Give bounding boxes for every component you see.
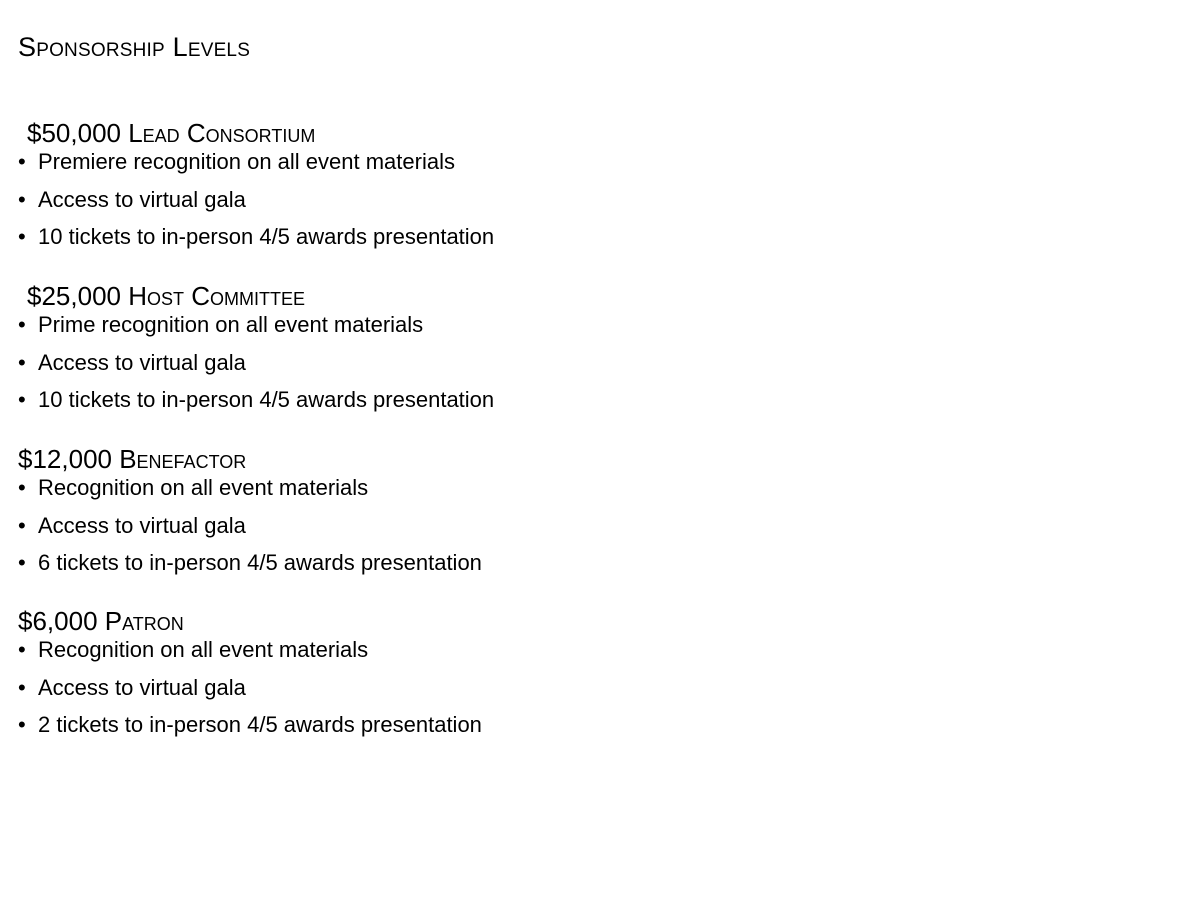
benefit-text: 10 tickets to in-person 4/5 awards presentation	[38, 387, 495, 412]
bullet-icon: •	[18, 387, 26, 412]
page-title: Sponsorship Levels	[18, 32, 251, 62]
benefit-item	[18, 552, 1118, 590]
bullet-icon: •	[18, 475, 26, 500]
tier-host-committee	[18, 283, 1118, 427]
tier-patron	[18, 608, 1118, 752]
benefit-item	[18, 151, 1118, 189]
bullet-icon: •	[18, 674, 26, 700]
bullet-icon: •	[18, 186, 26, 212]
benefit-text: Recognition on all event materials	[38, 475, 369, 500]
benefit-text: 10 tickets to in-person 4/5 awards presentation	[38, 224, 495, 249]
bullet-icon: •	[18, 512, 26, 538]
benefit-item	[18, 512, 1118, 553]
benefit-text: Access to virtual gala	[38, 512, 246, 538]
benefit-text: Prime recognition on all event materials	[38, 312, 424, 337]
tier-lead-consortium	[18, 120, 1118, 264]
benefit-item	[18, 314, 1118, 352]
benefit-item	[18, 639, 1118, 677]
bullet-icon: •	[18, 712, 26, 737]
benefit-text: Recognition on all event materials	[38, 637, 369, 662]
bullet-icon: •	[18, 349, 26, 375]
bullet-icon: •	[18, 312, 26, 337]
tier-heading: $6,000 Patron	[18, 606, 184, 636]
bullet-icon: •	[18, 637, 26, 662]
benefit-text: Access to virtual gala	[38, 349, 246, 375]
benefit-item	[18, 714, 1118, 752]
benefit-item	[18, 349, 1118, 390]
bullet-icon: •	[18, 149, 26, 174]
tier-heading: $25,000 Host Committee	[27, 281, 305, 311]
benefit-list	[18, 314, 1118, 427]
benefit-text: Access to virtual gala	[38, 186, 246, 212]
benefit-text: 6 tickets to in-person 4/5 awards presentation	[38, 550, 482, 575]
benefit-list	[18, 639, 1118, 752]
bullet-icon: •	[18, 224, 26, 249]
benefit-item	[18, 186, 1118, 227]
tier-heading: $50,000 Lead Consortium	[27, 118, 316, 148]
tier-benefactor	[18, 446, 1118, 590]
benefit-text: Premiere recognition on all event materials	[38, 149, 455, 174]
benefit-list	[18, 477, 1118, 590]
benefit-text: Access to virtual gala	[38, 674, 246, 700]
benefit-text: 2 tickets to in-person 4/5 awards presentation	[38, 712, 482, 737]
benefit-item	[18, 389, 1118, 427]
bullet-icon: •	[18, 550, 26, 575]
benefit-item	[18, 674, 1118, 715]
benefit-item	[18, 226, 1118, 264]
benefit-item	[18, 477, 1118, 515]
tier-heading: $12,000 Benefactor	[18, 444, 247, 474]
benefit-list	[18, 151, 1118, 264]
